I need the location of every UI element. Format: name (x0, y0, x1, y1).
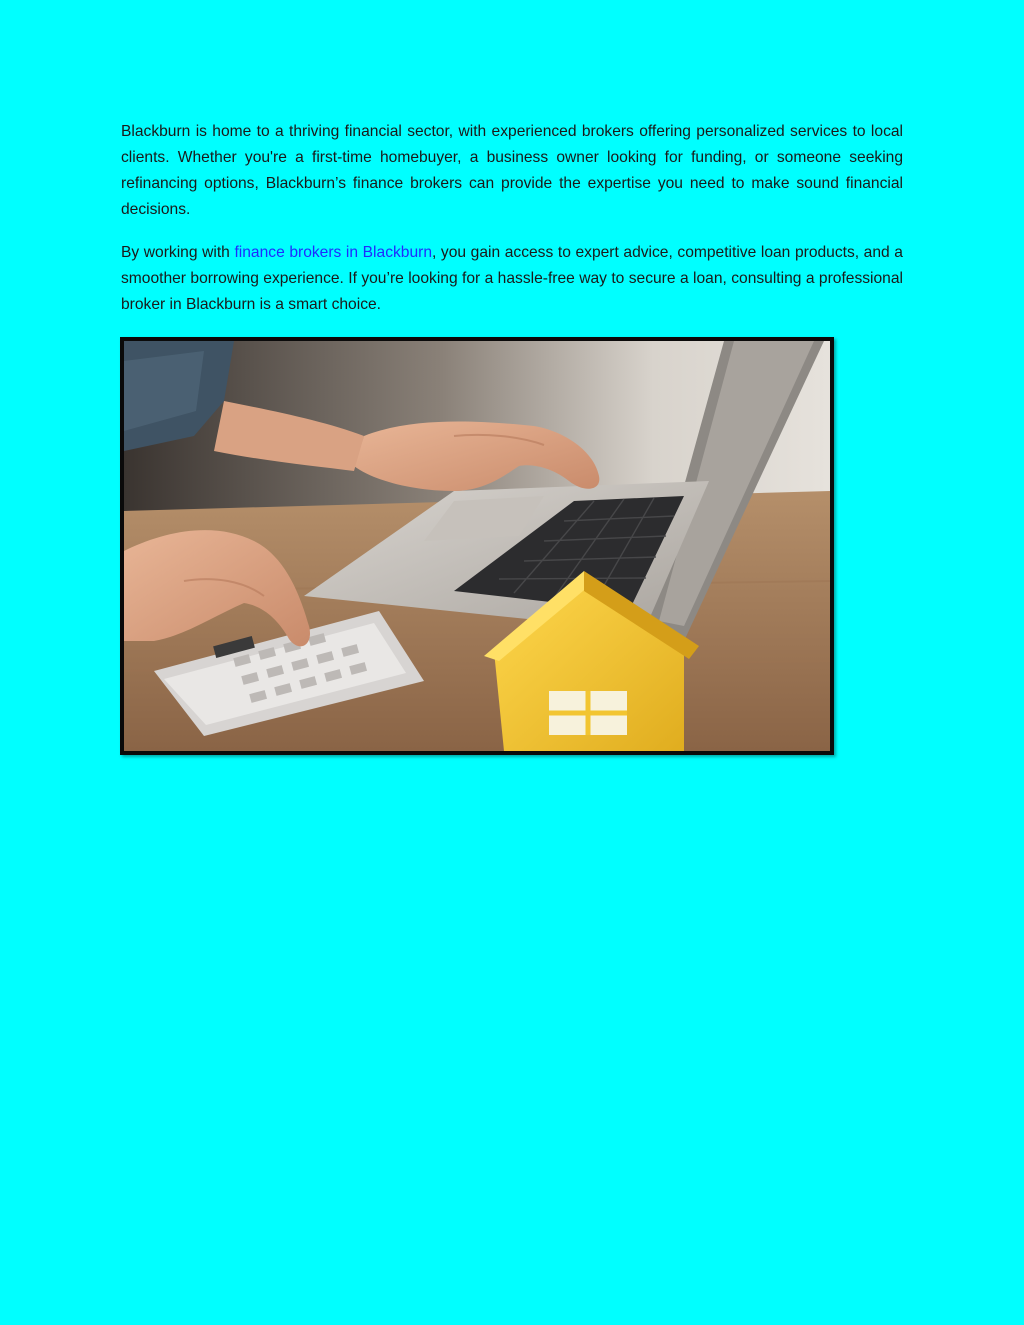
paragraph-brokers-rest: , you gain access to expert advice, competitive loan products, and a smoother borrowing experience. If you’re looking for a hassle-free way to secure a loan, consulting a professional broker in Blackburn is a smart choice. (121, 244, 903, 313)
paragraph-brokers-lead: By working with (121, 244, 235, 261)
document-body (121, 119, 903, 335)
paragraph-brokers (121, 240, 903, 318)
finance-photo (120, 337, 834, 755)
paragraph-intro: Blackburn is home to a thriving financial sector, with experienced brokers offering personalized services to local clients. Whether you're a first-time homebuyer, a business owner looking for funding, or someone seeking refinancing options, Blackburn’s finance brokers can provide the expertise you need to make sound financial decisions. (121, 123, 903, 218)
finance-brokers-link[interactable]: finance brokers in Blackburn (234, 244, 432, 261)
finance-illustration (124, 341, 830, 751)
